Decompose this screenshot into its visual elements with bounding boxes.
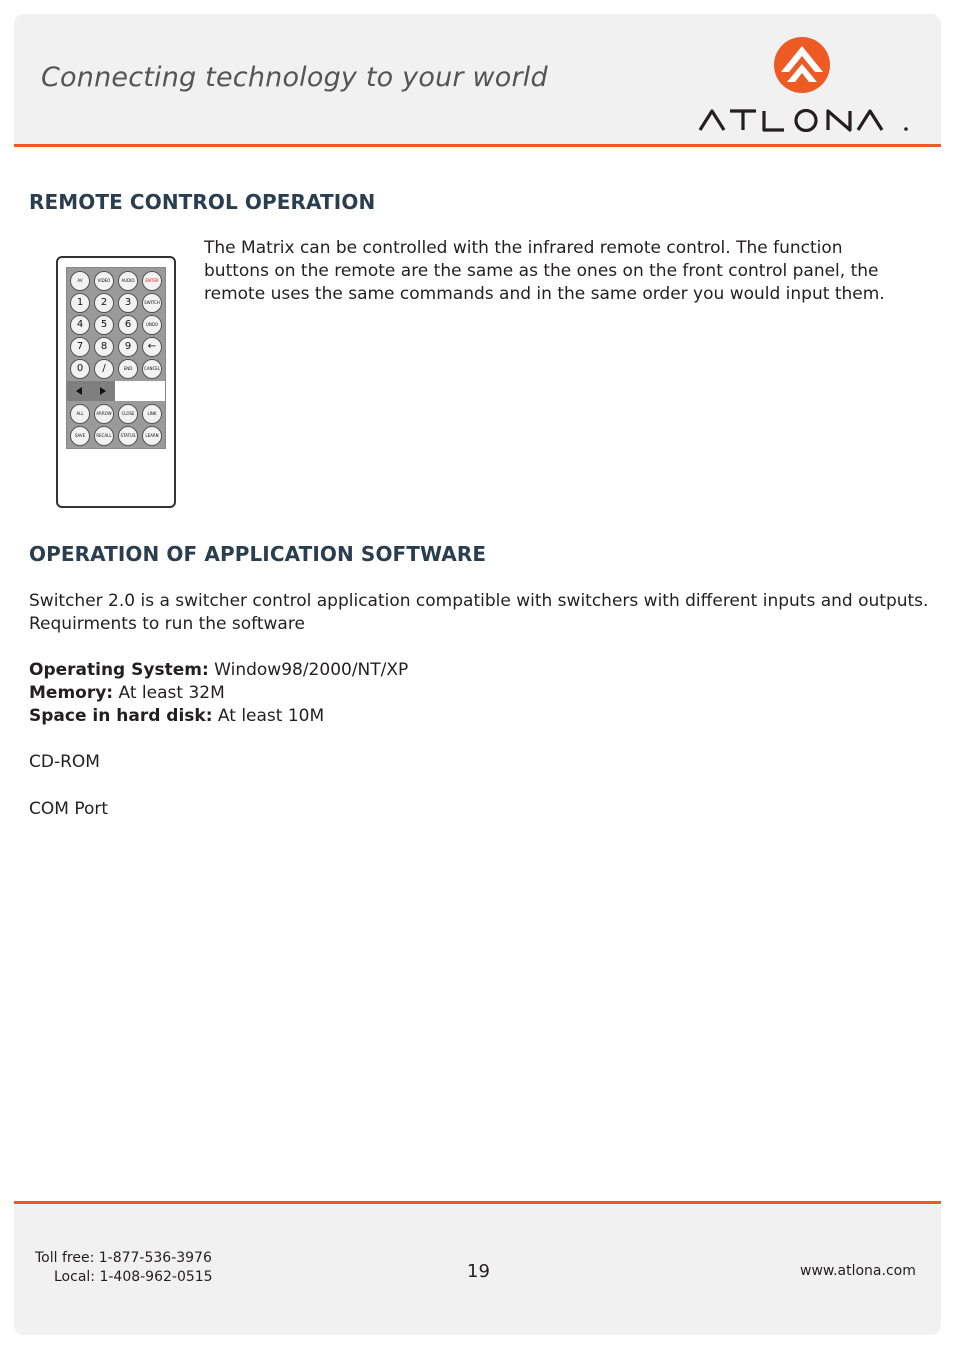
atlona-logo-icon	[773, 36, 831, 94]
remote-button-9: 9	[118, 337, 138, 357]
requirement-disk-value: At least 10M	[212, 706, 325, 726]
remote-button-cancel: CANCEL	[142, 359, 162, 379]
remote-button-2: 2	[94, 293, 114, 313]
remote-button-slash: /	[94, 359, 114, 379]
atlona-wordmark	[698, 108, 913, 132]
requirement-memory	[29, 682, 729, 705]
remote-button-status: STATUS	[118, 426, 138, 446]
section-title-software: OPERATION OF APPLICATION SOFTWARE	[29, 542, 487, 566]
software-intro	[29, 590, 929, 636]
remote-blank-area	[115, 381, 165, 401]
remote-button-audio: AUDIO	[118, 271, 138, 291]
requirements-list	[29, 659, 729, 728]
remote-button-0: 0	[70, 359, 90, 379]
page-number: 19	[467, 1261, 490, 1282]
remote-button-arrow: ARROW	[94, 404, 114, 424]
header-tagline: Connecting technology to your world	[41, 62, 548, 93]
remote-nav-row	[67, 381, 115, 401]
remote-description-line: buttons on the remote are the same as the ones on the front control panel, the	[204, 261, 879, 281]
requirement-os	[29, 659, 729, 682]
remote-button-learn: LEARN	[142, 426, 162, 446]
remote-button-7: 7	[70, 337, 90, 357]
remote-description-line: remote uses the same commands and in the same order you would input them.	[204, 284, 885, 304]
remote-button-back: ←	[142, 337, 162, 357]
arrow-left-right-icon	[67, 381, 115, 401]
remote-description-line: The Matrix can be controlled with the infrared remote control. The function	[204, 238, 843, 258]
remote-button-1: 1	[70, 293, 90, 313]
remote-button-recall: RECALL	[94, 426, 114, 446]
requirement-os-value: Window98/2000/NT/XP	[208, 660, 409, 680]
remote-button-all: ALL	[70, 404, 90, 424]
remote-button-panel	[66, 267, 166, 449]
header-divider	[14, 144, 941, 147]
footer-website[interactable]: www.atlona.com	[800, 1263, 916, 1279]
remote-button-3: 3	[118, 293, 138, 313]
remote-button-close: CLOSE	[118, 404, 138, 424]
requirement-os-label: Operating System:	[29, 660, 209, 680]
remote-button-end: END	[118, 359, 138, 379]
requirement-memory-label: Memory:	[29, 683, 114, 703]
footer-local-phone: Local: 1-408-962-0515	[54, 1269, 213, 1285]
remote-button-4: 4	[70, 315, 90, 335]
requirement-com-port: COM Port	[29, 799, 109, 819]
remote-button-link: LINK	[142, 404, 162, 424]
software-intro-line: Requirments to run the software	[29, 614, 305, 634]
remote-button-save: SAVE	[70, 426, 90, 446]
remote-button-video: VIDEO	[94, 271, 114, 291]
remote-button-6: 6	[118, 315, 138, 335]
remote-button-switch: SWITCH	[142, 293, 162, 313]
footer-toll-free: Toll free: 1-877-536-3976	[35, 1250, 212, 1266]
requirement-cdrom: CD-ROM	[29, 752, 100, 772]
remote-button-undo: UNDO	[142, 315, 162, 335]
remote-button-av: AV	[70, 271, 90, 291]
requirement-disk	[29, 705, 729, 728]
remote-button-5: 5	[94, 315, 114, 335]
footer-divider	[14, 1201, 941, 1204]
remote-control-illustration	[56, 256, 176, 508]
software-intro-line: Switcher 2.0 is a switcher control application compatible with switchers with different inputs and outputs.	[29, 591, 929, 611]
remote-button-8: 8	[94, 337, 114, 357]
remote-button-enter: ENTER	[142, 271, 162, 291]
requirement-disk-label: Space in hard disk:	[29, 706, 213, 726]
requirement-memory-value: At least 32M	[113, 683, 225, 703]
section-title-remote: REMOTE CONTROL OPERATION	[29, 190, 376, 214]
remote-description	[204, 237, 904, 306]
